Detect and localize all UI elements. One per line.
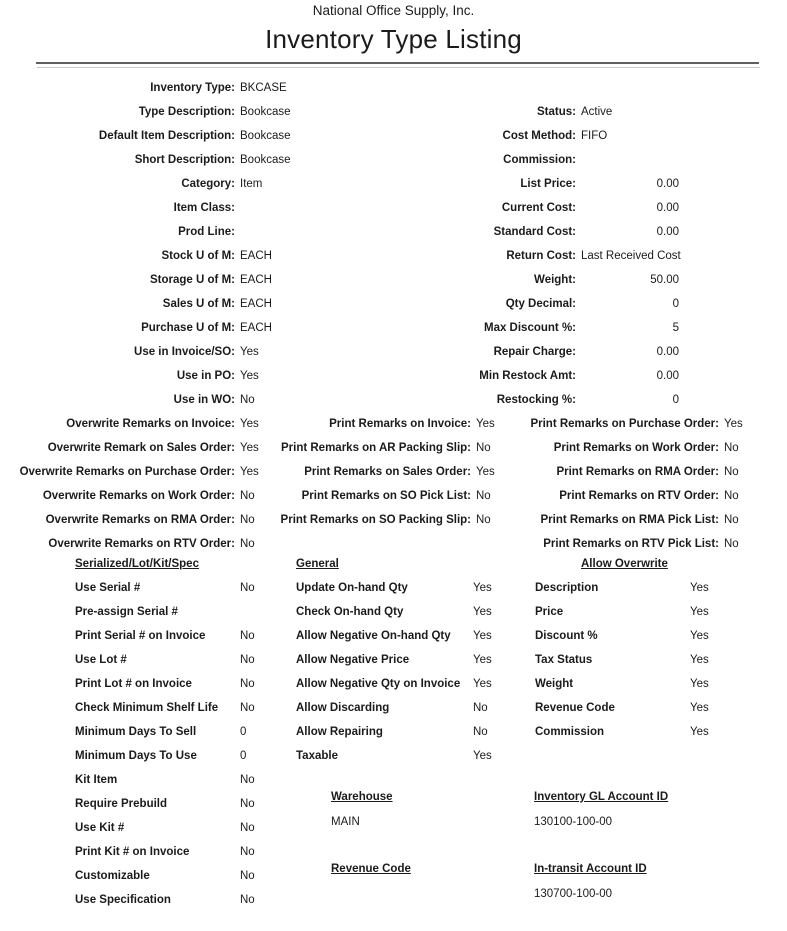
field-row	[296, 624, 492, 648]
field-label: Use Kit #	[75, 822, 125, 834]
field-label: Overwrite Remarks on RTV Order:	[48, 538, 235, 550]
field-value: Bookcase	[240, 106, 291, 118]
field-row	[75, 840, 255, 864]
field-row	[75, 864, 255, 888]
field-value: No	[240, 822, 255, 834]
field-row	[75, 768, 255, 792]
main-fields-left	[0, 76, 291, 412]
field-value: Bookcase	[240, 130, 291, 142]
field-label: Print Kit # on Invoice	[75, 846, 190, 858]
in-transit-value: 130700-100-00	[534, 888, 613, 900]
field-value: No	[240, 894, 255, 906]
field-label: Min Restock Amt:	[479, 370, 576, 382]
field-row	[75, 792, 255, 816]
field-value: Yes	[690, 606, 709, 618]
field-label: Revenue Code	[535, 702, 615, 714]
field-label: Print Remarks on Purchase Order:	[530, 418, 719, 430]
field-row	[535, 576, 709, 600]
allow-overwrite-fields	[535, 576, 709, 744]
field-row	[75, 696, 255, 720]
field-row	[0, 316, 291, 340]
field-row	[535, 600, 709, 624]
field-row	[381, 388, 681, 412]
field-label: Customizable	[75, 870, 150, 882]
field-value: 0.00	[656, 178, 679, 190]
field-label: Restocking %:	[496, 394, 576, 406]
field-row	[0, 268, 291, 292]
field-label: Print Remarks on RMA Pick List:	[540, 514, 719, 526]
in-transit-header: In-transit Account ID	[534, 863, 647, 875]
field-label: Stock U of M:	[161, 250, 235, 262]
main-fields-right	[381, 100, 681, 412]
field-value: Bookcase	[240, 154, 291, 166]
field-label: Allow Discarding	[296, 702, 390, 714]
field-value: Yes	[240, 346, 259, 358]
field-value: No	[240, 394, 255, 406]
field-label: Use in WO:	[173, 394, 235, 406]
field-row	[0, 484, 259, 508]
field-row	[500, 436, 743, 460]
field-value: Yes	[240, 442, 259, 454]
field-row	[75, 744, 255, 768]
field-row	[250, 460, 495, 484]
field-label: Category:	[181, 178, 235, 190]
header-rule-dark	[36, 62, 759, 64]
field-value: No	[240, 774, 255, 786]
field-value: 50.00	[650, 274, 679, 286]
field-value: Yes	[240, 370, 259, 382]
inventory-gl-header: Inventory GL Account ID	[534, 791, 669, 803]
field-value: Yes	[476, 466, 495, 478]
field-label: Print Remarks on AR Packing Slip:	[280, 442, 471, 454]
field-label: Repair Charge:	[493, 346, 576, 358]
field-label: Overwrite Remark on Sales Order:	[47, 442, 235, 454]
field-value: EACH	[240, 322, 272, 334]
field-value: 0	[672, 394, 679, 406]
field-row	[296, 720, 492, 744]
field-label: Print Lot # on Invoice	[75, 678, 192, 690]
field-value: No	[476, 442, 491, 454]
field-value: Active	[581, 106, 613, 118]
field-label: Storage U of M:	[150, 274, 235, 286]
field-row	[381, 124, 681, 148]
report-title: Inventory Type Listing	[265, 24, 522, 54]
company-name: National Office Supply, Inc.	[312, 3, 475, 18]
field-label: Update On-hand Qty	[296, 582, 408, 594]
field-value: No	[473, 702, 488, 714]
field-row	[0, 412, 259, 436]
section-header-allow-overwrite: Allow Overwrite	[581, 558, 668, 570]
field-row	[535, 720, 709, 744]
field-row	[296, 672, 492, 696]
field-value: No	[240, 630, 255, 642]
field-label: Check Minimum Shelf Life	[75, 702, 219, 714]
field-label: Print Remarks on RTV Order:	[559, 490, 719, 502]
field-label: Inventory Type:	[150, 82, 235, 94]
field-row	[500, 412, 743, 436]
field-label: Type Description:	[138, 106, 235, 118]
warehouse-header: Warehouse	[331, 791, 393, 803]
field-row	[381, 196, 681, 220]
field-value: No	[240, 538, 255, 550]
field-value: Yes	[473, 678, 492, 690]
field-label: Kit Item	[75, 774, 118, 786]
field-value: No	[724, 538, 739, 550]
field-row	[0, 388, 291, 412]
field-value: No	[476, 490, 491, 502]
field-label: Current Cost:	[501, 202, 576, 214]
field-value: No	[240, 798, 255, 810]
field-value: Last Received Cost	[581, 250, 681, 262]
field-value: 0.00	[656, 202, 679, 214]
warehouse-value: MAIN	[331, 816, 360, 828]
field-label: Prod Line:	[178, 226, 235, 238]
revenue-code-header: Revenue Code	[331, 863, 411, 875]
field-value: Yes	[473, 654, 492, 666]
field-value: EACH	[240, 274, 272, 286]
field-label: Qty Decimal:	[505, 298, 576, 310]
field-label: Price	[535, 606, 564, 618]
field-label: Commission:	[503, 154, 576, 166]
field-label: Print Remarks on SO Pick List:	[301, 490, 471, 502]
field-row	[250, 436, 495, 460]
field-row	[75, 888, 255, 912]
field-row	[0, 148, 291, 172]
inventory-gl-value: 130100-100-00	[534, 816, 613, 828]
field-label: Minimum Days To Use	[75, 750, 197, 762]
field-label: Return Cost:	[506, 250, 576, 262]
field-row	[0, 172, 291, 196]
field-value: Yes	[690, 630, 709, 642]
field-row	[500, 508, 743, 532]
field-value: 0	[240, 750, 247, 762]
field-value: No	[240, 654, 255, 666]
field-value: Yes	[473, 630, 492, 642]
section-header-general: General	[296, 558, 339, 570]
field-value: No	[240, 678, 255, 690]
field-value: No	[240, 702, 255, 714]
field-label: Allow Repairing	[296, 726, 383, 738]
field-label: Status:	[537, 106, 576, 118]
field-value: Yes	[690, 726, 709, 738]
field-value: 5	[672, 322, 679, 334]
field-row	[535, 696, 709, 720]
field-label: Overwrite Remarks on Invoice:	[66, 418, 235, 430]
field-value: No	[724, 490, 739, 502]
field-label: Short Description:	[134, 154, 235, 166]
field-value: 0	[240, 726, 247, 738]
field-value: No	[240, 870, 255, 882]
field-label: Taxable	[296, 750, 338, 762]
field-row	[0, 244, 291, 268]
field-row	[0, 460, 259, 484]
field-row	[0, 292, 291, 316]
field-row	[0, 508, 259, 532]
field-row	[0, 340, 291, 364]
field-value: Yes	[473, 582, 492, 594]
field-label: Discount %	[535, 630, 598, 642]
field-row	[381, 292, 681, 316]
field-row	[535, 648, 709, 672]
field-value: Yes	[473, 750, 492, 762]
field-row	[250, 484, 495, 508]
field-row	[250, 508, 495, 532]
field-row	[75, 672, 255, 696]
field-label: Commission	[535, 726, 605, 738]
field-value: BKCASE	[240, 82, 287, 94]
field-row	[381, 172, 681, 196]
field-value: No	[240, 490, 255, 502]
print-remarks-fields-right	[500, 412, 743, 556]
field-value: Yes	[240, 466, 259, 478]
field-row	[250, 412, 495, 436]
field-label: Minimum Days To Sell	[75, 726, 197, 738]
field-row	[535, 624, 709, 648]
field-row	[381, 364, 681, 388]
field-label: Print Remarks on Invoice:	[329, 418, 471, 430]
field-row	[535, 672, 709, 696]
field-label: Print Remarks on Work Order:	[553, 442, 719, 454]
field-row	[0, 220, 291, 244]
field-row	[0, 76, 291, 100]
general-fields	[296, 576, 492, 768]
field-label: Require Prebuild	[75, 798, 168, 810]
field-row	[0, 364, 291, 388]
field-label: Print Remarks on Sales Order:	[304, 466, 471, 478]
field-value: FIFO	[581, 130, 608, 142]
field-label: Overwrite Remarks on Purchase Order:	[19, 466, 235, 478]
field-row	[381, 100, 681, 124]
field-value: Yes	[690, 702, 709, 714]
field-row	[75, 720, 255, 744]
field-label: Print Remarks on SO Packing Slip:	[280, 514, 471, 526]
field-label: Sales U of M:	[162, 298, 235, 310]
field-label: Tax Status	[535, 654, 593, 666]
field-value: Yes	[690, 582, 709, 594]
field-row	[381, 220, 681, 244]
field-label: Weight:	[534, 274, 576, 286]
field-row	[75, 624, 255, 648]
field-value: No	[724, 442, 739, 454]
field-label: Check On-hand Qty	[296, 606, 404, 618]
field-label: Allow Negative Price	[296, 654, 410, 666]
field-row	[381, 268, 681, 292]
field-value: 0	[672, 298, 679, 310]
field-label: Purchase U of M:	[141, 322, 235, 334]
field-value: EACH	[240, 250, 272, 262]
field-row	[75, 648, 255, 672]
serialized-fields	[75, 576, 255, 912]
print-remarks-fields-mid	[250, 412, 495, 532]
field-label: Use in Invoice/SO:	[134, 346, 235, 358]
field-row	[296, 648, 492, 672]
field-label: Cost Method:	[502, 130, 576, 142]
field-value: Item	[240, 178, 263, 190]
field-label: Print Serial # on Invoice	[75, 630, 206, 642]
field-value: No	[240, 846, 255, 858]
field-row	[381, 340, 681, 364]
field-value: No	[240, 582, 255, 594]
field-label: Print Remarks on RMA Order:	[556, 466, 719, 478]
field-label: Allow Negative Qty on Invoice	[296, 678, 461, 690]
field-value: No	[240, 514, 255, 526]
field-value: No	[473, 726, 488, 738]
field-row	[75, 576, 255, 600]
header-rule-light	[37, 67, 760, 68]
field-row	[296, 600, 492, 624]
field-label: Use Specification	[75, 894, 171, 906]
field-row	[296, 744, 492, 768]
field-label: Use in PO:	[176, 370, 235, 382]
field-label: Default Item Description:	[98, 130, 235, 142]
field-label: List Price:	[520, 178, 576, 190]
field-value: No	[724, 466, 739, 478]
field-row	[381, 316, 681, 340]
field-label: Item Class:	[173, 202, 235, 214]
field-label: Overwrite Remarks on Work Order:	[42, 490, 235, 502]
field-row	[0, 436, 259, 460]
field-row	[75, 816, 255, 840]
field-row	[0, 124, 291, 148]
field-row	[500, 484, 743, 508]
section-header-serialized: Serialized/Lot/Kit/Spec	[75, 558, 199, 570]
field-row	[500, 460, 743, 484]
field-row	[296, 696, 492, 720]
field-label: Standard Cost:	[493, 226, 576, 238]
field-label: Allow Negative On-hand Qty	[296, 630, 451, 642]
field-value: No	[476, 514, 491, 526]
field-value: Yes	[476, 418, 495, 430]
field-value: Yes	[690, 654, 709, 666]
field-value: EACH	[240, 298, 272, 310]
field-row	[0, 196, 291, 220]
field-label: Use Serial #	[75, 582, 141, 594]
field-row	[381, 244, 681, 268]
field-row	[0, 100, 291, 124]
field-row	[381, 148, 681, 172]
field-value: Yes	[724, 418, 743, 430]
field-value: No	[724, 514, 739, 526]
field-label: Description	[535, 582, 599, 594]
field-value: Yes	[690, 678, 709, 690]
field-value: 0.00	[656, 346, 679, 358]
field-value: 0.00	[656, 226, 679, 238]
field-label: Weight	[535, 678, 574, 690]
field-label: Overwrite Remarks on RMA Order:	[45, 514, 235, 526]
overwrite-remarks-fields	[0, 412, 259, 556]
field-label: Max Discount %:	[483, 322, 576, 334]
field-value: Yes	[473, 606, 492, 618]
field-value: 0.00	[656, 370, 679, 382]
field-value: Yes	[240, 418, 259, 430]
field-row	[75, 600, 255, 624]
field-label: Use Lot #	[75, 654, 127, 666]
field-label: Print Remarks on RTV Pick List:	[543, 538, 719, 550]
field-label: Pre-assign Serial #	[75, 606, 178, 618]
field-row	[296, 576, 492, 600]
